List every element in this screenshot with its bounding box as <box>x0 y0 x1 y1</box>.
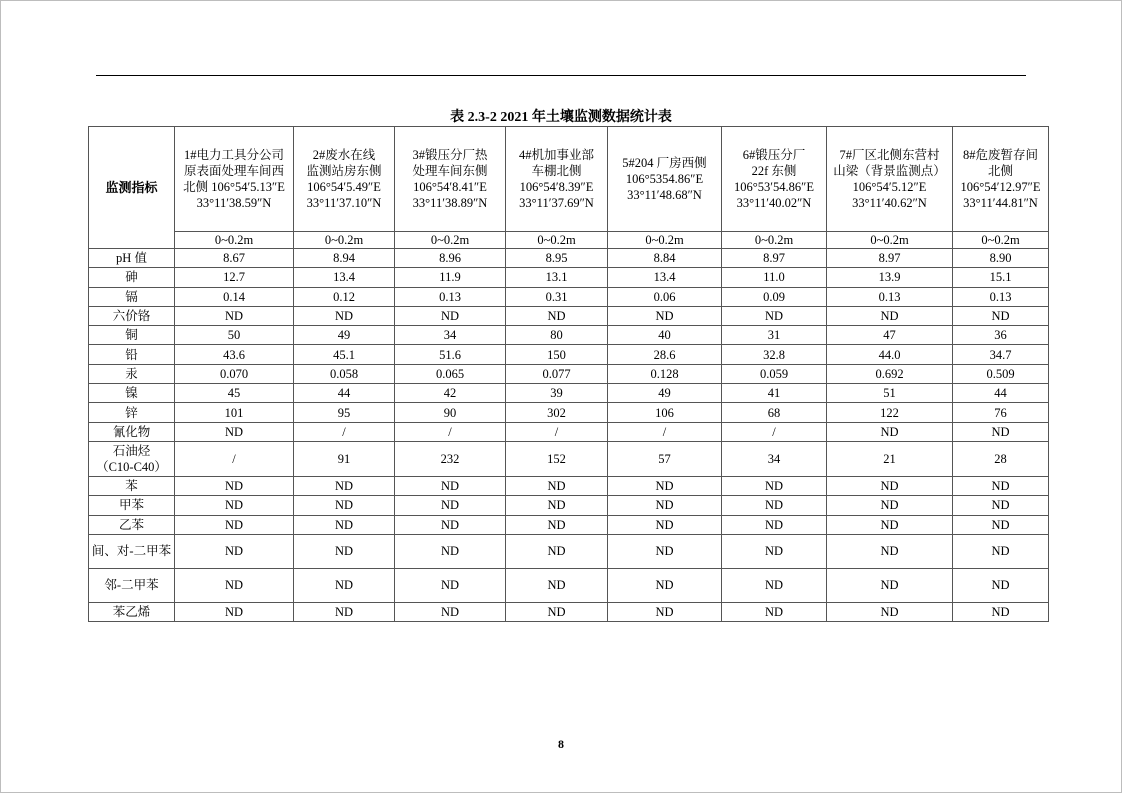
value-cell: 51 <box>827 384 953 403</box>
soil-monitoring-table <box>88 126 1049 622</box>
value-cell: 8.95 <box>506 249 608 268</box>
value-cell: 68 <box>722 403 827 422</box>
value-cell: 0.058 <box>294 364 395 383</box>
value-cell: 8.90 <box>953 249 1049 268</box>
value-cell: 0.509 <box>953 364 1049 383</box>
table-row <box>89 602 1049 621</box>
value-cell: 0.12 <box>294 287 395 306</box>
value-cell: 95 <box>294 403 395 422</box>
indicator-name: 间、对-二甲苯 <box>89 534 175 568</box>
value-cell: 0.13 <box>395 287 506 306</box>
value-cell: ND <box>827 476 953 495</box>
depth-cell: 0~0.2m <box>175 232 294 249</box>
value-cell: 0.13 <box>827 287 953 306</box>
value-cell: ND <box>294 534 395 568</box>
value-cell: ND <box>175 422 294 441</box>
value-cell: ND <box>827 422 953 441</box>
value-cell: ND <box>506 476 608 495</box>
indicator-name: 砷 <box>89 268 175 287</box>
value-cell: ND <box>827 534 953 568</box>
indicator-name: 汞 <box>89 364 175 383</box>
value-cell: ND <box>722 515 827 534</box>
value-cell: 8.67 <box>175 249 294 268</box>
table-row <box>89 384 1049 403</box>
table-row <box>89 496 1049 515</box>
value-cell: 36 <box>953 326 1049 345</box>
value-cell: ND <box>506 568 608 602</box>
depth-cell: 0~0.2m <box>395 232 506 249</box>
value-cell: ND <box>827 602 953 621</box>
table-row <box>89 287 1049 306</box>
value-cell: ND <box>722 534 827 568</box>
depth-cell: 0~0.2m <box>294 232 395 249</box>
value-cell: ND <box>827 568 953 602</box>
value-cell: ND <box>294 515 395 534</box>
table-row <box>89 534 1049 568</box>
value-cell: 13.4 <box>608 268 722 287</box>
table-row <box>89 441 1049 476</box>
value-cell: 0.13 <box>953 287 1049 306</box>
value-cell: 101 <box>175 403 294 422</box>
depth-cell: 0~0.2m <box>506 232 608 249</box>
value-cell: 34.7 <box>953 345 1049 364</box>
value-cell: 42 <box>395 384 506 403</box>
value-cell: ND <box>608 306 722 325</box>
value-cell: ND <box>506 306 608 325</box>
value-cell: 13.1 <box>506 268 608 287</box>
value-cell: 122 <box>827 403 953 422</box>
value-cell: 0.09 <box>722 287 827 306</box>
value-cell: ND <box>395 496 506 515</box>
indicator-name: 氰化物 <box>89 422 175 441</box>
value-cell: 32.8 <box>722 345 827 364</box>
depth-cell: 0~0.2m <box>953 232 1049 249</box>
value-cell: ND <box>608 534 722 568</box>
value-cell: 302 <box>506 403 608 422</box>
value-cell: ND <box>175 306 294 325</box>
site-header: 7#厂区北侧东营村 山梁（背景监测点） 106°54′5.12″E 33°11′40.62″N <box>827 127 953 232</box>
value-cell: 8.94 <box>294 249 395 268</box>
value-cell: ND <box>395 476 506 495</box>
indicator-name: 苯乙烯 <box>89 602 175 621</box>
value-cell: 44.0 <box>827 345 953 364</box>
value-cell: 13.4 <box>294 268 395 287</box>
indicator-name: 苯 <box>89 476 175 495</box>
value-cell: 11.0 <box>722 268 827 287</box>
value-cell: ND <box>506 534 608 568</box>
site-header: 3#锻压分厂热 处理车间东侧 106°54′8.41″E 33°11′38.89″N <box>395 127 506 232</box>
value-cell: 8.96 <box>395 249 506 268</box>
indicator-name: 六价铬 <box>89 306 175 325</box>
value-cell: ND <box>175 476 294 495</box>
value-cell: 91 <box>294 441 395 476</box>
value-cell: 90 <box>395 403 506 422</box>
value-cell: ND <box>175 515 294 534</box>
depth-cell: 0~0.2m <box>827 232 953 249</box>
value-cell: 34 <box>722 441 827 476</box>
value-cell: 150 <box>506 345 608 364</box>
value-cell: / <box>722 422 827 441</box>
value-cell: 44 <box>294 384 395 403</box>
value-cell: ND <box>827 515 953 534</box>
value-cell: ND <box>953 496 1049 515</box>
value-cell: ND <box>395 568 506 602</box>
value-cell: ND <box>827 306 953 325</box>
index-header: 监测指标 <box>89 127 175 249</box>
indicator-name: 镍 <box>89 384 175 403</box>
table-row <box>89 306 1049 325</box>
page-number: 8 <box>558 737 564 751</box>
value-cell: ND <box>294 496 395 515</box>
value-cell: 0.128 <box>608 364 722 383</box>
value-cell: ND <box>953 306 1049 325</box>
value-cell: ND <box>608 476 722 495</box>
indicator-name: 铅 <box>89 345 175 364</box>
value-cell: 76 <box>953 403 1049 422</box>
value-cell: ND <box>175 534 294 568</box>
value-cell: ND <box>953 476 1049 495</box>
depth-cell: 0~0.2m <box>608 232 722 249</box>
value-cell: 45 <box>175 384 294 403</box>
value-cell: 47 <box>827 326 953 345</box>
value-cell: ND <box>608 602 722 621</box>
value-cell: 11.9 <box>395 268 506 287</box>
value-cell: 0.070 <box>175 364 294 383</box>
value-cell: 39 <box>506 384 608 403</box>
value-cell: ND <box>175 602 294 621</box>
value-cell: 8.97 <box>722 249 827 268</box>
site-header: 6#锻压分厂 22f 东侧 106°53′54.86″E 33°11′40.02″N <box>722 127 827 232</box>
site-header: 2#废水在线 监测站房东侧 106°54′5.49″E 33°11′37.10″N <box>294 127 395 232</box>
value-cell: 0.065 <box>395 364 506 383</box>
value-cell: / <box>506 422 608 441</box>
indicator-name: 邻-二甲苯 <box>89 568 175 602</box>
value-cell: 51.6 <box>395 345 506 364</box>
table-row <box>89 249 1049 268</box>
value-cell: ND <box>953 568 1049 602</box>
value-cell: ND <box>294 476 395 495</box>
value-cell: 44 <box>953 384 1049 403</box>
value-cell: ND <box>395 306 506 325</box>
table-row <box>89 326 1049 345</box>
value-cell: 0.077 <box>506 364 608 383</box>
table-row <box>89 568 1049 602</box>
value-cell: 41 <box>722 384 827 403</box>
value-cell: / <box>294 422 395 441</box>
value-cell: 8.84 <box>608 249 722 268</box>
value-cell: 28.6 <box>608 345 722 364</box>
value-cell: 12.7 <box>175 268 294 287</box>
value-cell: ND <box>395 534 506 568</box>
table-row <box>89 403 1049 422</box>
value-cell: ND <box>722 568 827 602</box>
value-cell: ND <box>722 476 827 495</box>
value-cell: 49 <box>608 384 722 403</box>
indicator-name: 石油烃 （C10-C40） <box>89 441 175 476</box>
value-cell: 0.14 <box>175 287 294 306</box>
value-cell: ND <box>294 568 395 602</box>
table-row <box>89 515 1049 534</box>
value-cell: 0.31 <box>506 287 608 306</box>
value-cell: ND <box>506 602 608 621</box>
indicator-name: pH 值 <box>89 249 175 268</box>
value-cell: 21 <box>827 441 953 476</box>
site-header-row <box>89 127 1049 232</box>
value-cell: 28 <box>953 441 1049 476</box>
table-row <box>89 345 1049 364</box>
indicator-name: 镉 <box>89 287 175 306</box>
value-cell: ND <box>722 602 827 621</box>
value-cell: 50 <box>175 326 294 345</box>
value-cell: ND <box>395 602 506 621</box>
site-header: 1#电力工具分公司 原表面处理车间西 北侧 106°54′5.13″E 33°11′38.59″N <box>175 127 294 232</box>
value-cell: 0.059 <box>722 364 827 383</box>
site-header: 4#机加事业部 车棚北侧 106°54′8.39″E 33°11′37.69″N <box>506 127 608 232</box>
value-cell: / <box>395 422 506 441</box>
value-cell: 106 <box>608 403 722 422</box>
value-cell: 34 <box>395 326 506 345</box>
value-cell: ND <box>608 568 722 602</box>
table-row <box>89 268 1049 287</box>
value-cell: 152 <box>506 441 608 476</box>
value-cell: 31 <box>722 326 827 345</box>
value-cell: 45.1 <box>294 345 395 364</box>
value-cell: ND <box>294 602 395 621</box>
value-cell: ND <box>953 422 1049 441</box>
value-cell: ND <box>722 496 827 515</box>
value-cell: / <box>175 441 294 476</box>
value-cell: 40 <box>608 326 722 345</box>
value-cell: ND <box>506 496 608 515</box>
depth-row <box>89 232 1049 249</box>
value-cell: 0.06 <box>608 287 722 306</box>
value-cell: ND <box>395 515 506 534</box>
value-cell: ND <box>175 496 294 515</box>
value-cell: ND <box>827 496 953 515</box>
site-header: 5#204 厂房西侧 106°5354.86″E 33°11′48.68″N <box>608 127 722 232</box>
indicator-name: 乙苯 <box>89 515 175 534</box>
header-rule <box>96 75 1026 76</box>
value-cell: ND <box>506 515 608 534</box>
value-cell: / <box>608 422 722 441</box>
table-row <box>89 476 1049 495</box>
value-cell: ND <box>294 306 395 325</box>
value-cell: 49 <box>294 326 395 345</box>
value-cell: 8.97 <box>827 249 953 268</box>
table-title: 表 2.3-2 2021 年土壤监测数据统计表 <box>450 110 672 125</box>
value-cell: ND <box>722 306 827 325</box>
indicator-name: 铜 <box>89 326 175 345</box>
value-cell: 80 <box>506 326 608 345</box>
depth-cell: 0~0.2m <box>722 232 827 249</box>
value-cell: 0.692 <box>827 364 953 383</box>
indicator-name: 锌 <box>89 403 175 422</box>
value-cell: 15.1 <box>953 268 1049 287</box>
site-header: 8#危废暂存间 北侧 106°54′12.97″E 33°11′44.81″N <box>953 127 1049 232</box>
value-cell: ND <box>608 515 722 534</box>
table-row <box>89 364 1049 383</box>
value-cell: ND <box>953 534 1049 568</box>
value-cell: ND <box>953 602 1049 621</box>
value-cell: ND <box>608 496 722 515</box>
table-row <box>89 422 1049 441</box>
value-cell: 57 <box>608 441 722 476</box>
value-cell: ND <box>953 515 1049 534</box>
value-cell: ND <box>175 568 294 602</box>
indicator-name: 甲苯 <box>89 496 175 515</box>
value-cell: 43.6 <box>175 345 294 364</box>
table-body <box>89 249 1049 622</box>
value-cell: 232 <box>395 441 506 476</box>
value-cell: 13.9 <box>827 268 953 287</box>
